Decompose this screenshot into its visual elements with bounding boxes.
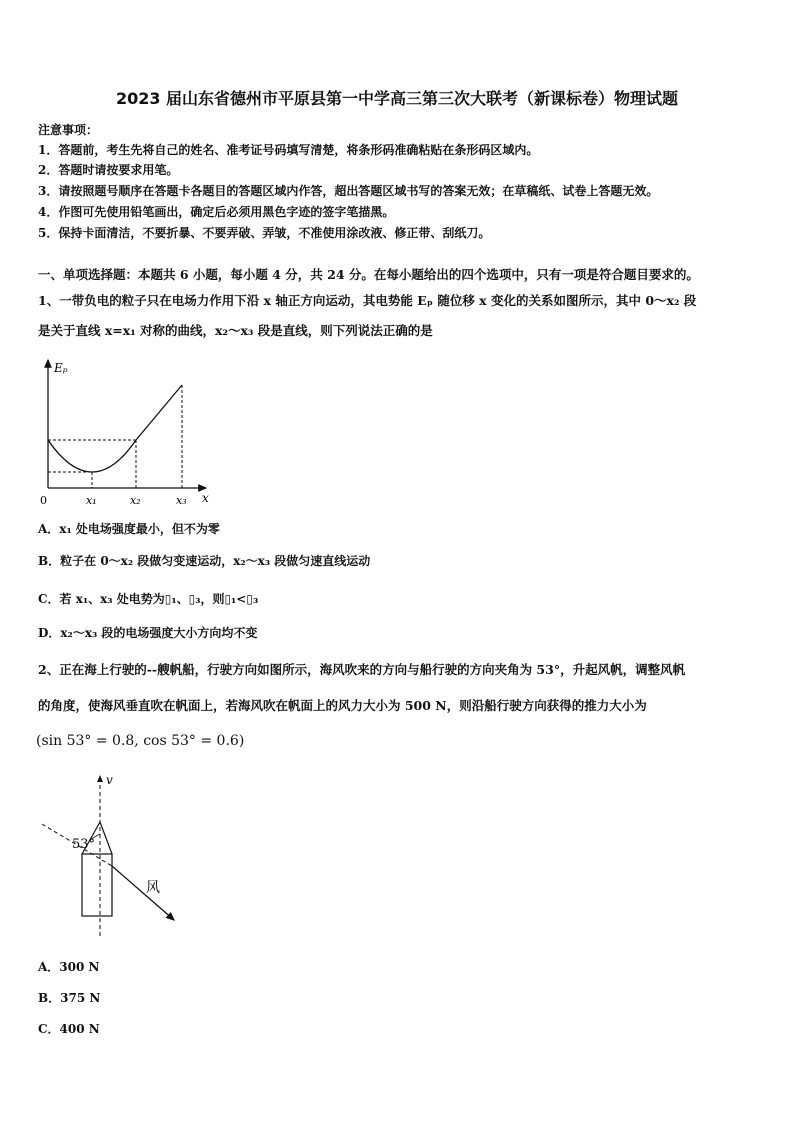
angle-label: 53° xyxy=(72,837,96,852)
q1-option-d: D．x₂～x₃ 段的电场强度大小方向均不变 xyxy=(38,626,258,640)
boat-hull xyxy=(82,854,112,916)
wind-arrow xyxy=(112,866,174,920)
section-heading: 一、单项选择题：本题共 6 小题，每小题 4 分，共 24 分。在每小题给出的四个选项中，只有一项是符合题目要求的。 xyxy=(38,267,699,282)
q1-option-b: B．粒子在 0～x₂ 段做匀变速运动，x₂～x₃ 段做匀速直线运动 xyxy=(38,554,371,568)
q2-option-c: C．400 N xyxy=(38,1022,100,1036)
q1-option-a: A．x₁ 处电场强度最小，但不为零 xyxy=(38,522,220,536)
question-2-line-1: 2、正在海上行驶的--艘帆船，行驶方向如图所示，海风吹来的方向与船行驶的方向夹角为 53°，升起风帆，调整风帆 xyxy=(38,662,686,677)
question-1-line-1: 1、一带负电的粒子只在电场力作用下沿 x 轴正方向运动，其电势能 Eₚ 随位移 x 变化的关系如图所示，其中 0～x₂ 段 xyxy=(38,293,697,308)
x-axis-label: x xyxy=(202,491,209,505)
x-tick-x1: x₁ xyxy=(86,494,97,507)
velocity-label: v xyxy=(106,773,113,787)
question-1-line-2: 是关于直线 x=x₁ 对称的曲线，x₂～x₃ 段是直线，则下列说法正确的是 xyxy=(38,323,433,338)
x-tick-x3: x₃ xyxy=(176,494,187,507)
notice-item-2: 2．答题时请按要求用笔。 xyxy=(38,163,179,177)
q1-option-c: C．若 x₁、x₃ 处电势为▯₁、▯₃，则▯₁<▯₃ xyxy=(38,592,259,606)
notice-heading: 注意事项： xyxy=(38,123,99,137)
notice-item-1: 1．答题前，考生先将自己的姓名、准考证号码填写清楚，将条形码准确粘贴在条形码区域内。 xyxy=(38,143,539,157)
ep-line-segment xyxy=(136,385,182,440)
notice-item-4: 4．作图可先使用铅笔画出，确定后必须用黑色字迹的签字笔描黑。 xyxy=(38,205,395,219)
ep-curve xyxy=(48,440,136,472)
q2-option-a: A．300 N xyxy=(38,960,100,974)
wind-label: 风 xyxy=(146,880,160,896)
x-tick-x2: x₂ xyxy=(130,494,141,507)
trig-values: (sin 53° = 0.8, cos 53° = 0.6) xyxy=(36,733,245,749)
question-2-line-2: 的角度，使海风垂直吹在帆面上，若海风吹在帆面上的风力大小为 500 N，则沿船行驶方向获得的推力大小为 xyxy=(38,698,647,713)
notice-item-5: 5．保持卡面清洁，不要折暴、不要弄破、弄皱，不准使用涂改液、修正带、刮纸刀。 xyxy=(38,226,491,240)
notice-item-3: 3．请按照题号顺序在答题卡各题目的答题区域内作答，超出答题区域书写的答案无效；在草稿纸、试卷上答题无效。 xyxy=(38,184,659,198)
q2-option-b: B．375 N xyxy=(38,991,101,1005)
origin-label: 0 xyxy=(40,494,47,507)
page-title: 2023 届山东省德州市平原县第一中学高三第三次大联考（新课标卷）物理试题 xyxy=(115,89,679,108)
ep-x-graph xyxy=(34,352,224,514)
y-axis-label: Eₚ xyxy=(54,361,68,375)
sailboat-diagram xyxy=(38,770,188,940)
